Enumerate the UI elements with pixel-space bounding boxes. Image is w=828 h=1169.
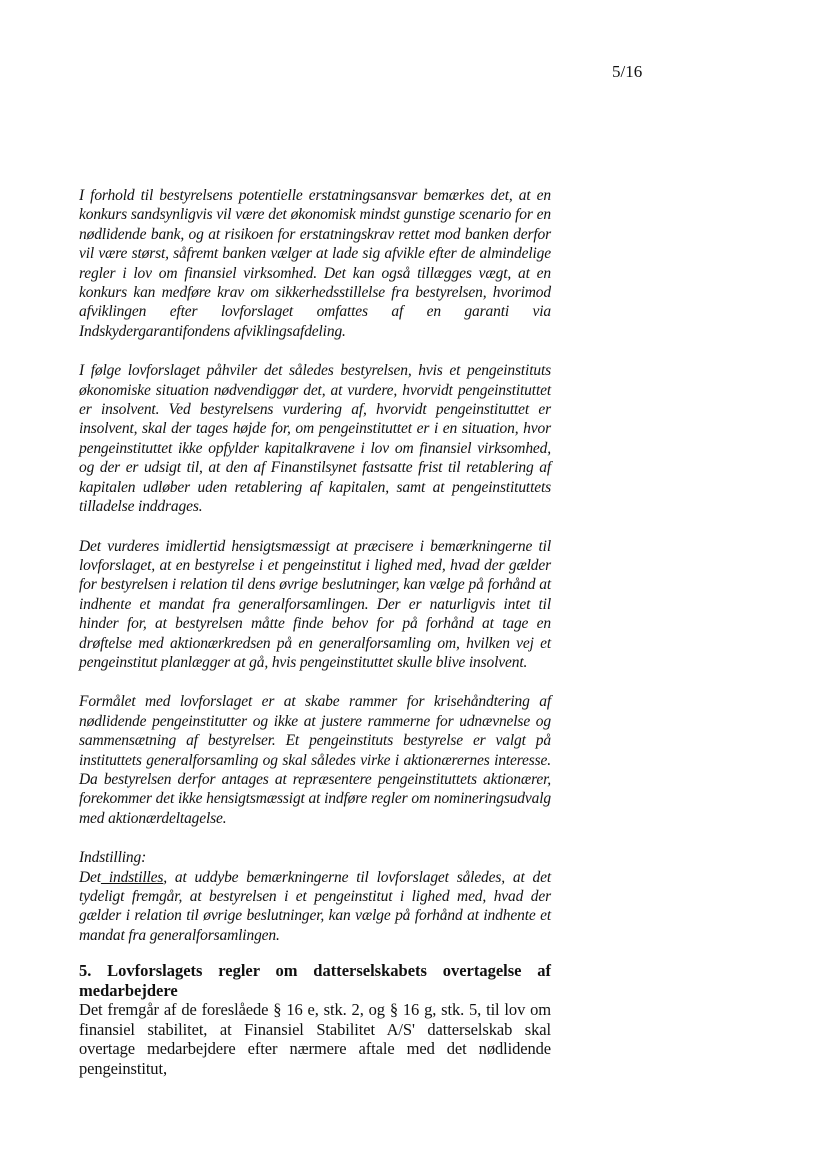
document-body	[79, 186, 551, 1078]
recommendation-underlined: indstilles	[100, 868, 164, 886]
section-body: Det fremgår af de foreslåede § 16 e, stk. 2, og § 16 g, stk. 5, til lov om finansiel stabilitet, at Finansiel Stabilitet A/S' datterselskab skal overtage medarbejdere efter nærmere aftale med det nødlidende pengeinstitut,	[79, 1000, 551, 1078]
paragraph-general-meeting-mandate: Det vurderes imidlertid hensigtsmæssigt at præcisere i bemærkningerne til lovforslaget, at en bestyrelse i et pengeinstitut i lighed med, hvad der gælder for bestyrelsen i relation til dens øvrige beslutninger, kan vælge på forhånd at indhente et mandat fra generalforsamlingen. Der er naturligvis intet til hinder for, at bestyrelsen måtte finde behov for på forhånd at tage en drøftelse med aktionærkredsen på en generalforsamling om, hvilken vej et pengeinstitut planlægger at gå, hvis pengeinstituttet skulle blive insolvent.	[79, 537, 551, 671]
recommendation-text	[79, 868, 551, 946]
paragraph-purpose: Formålet med lovforslaget er at skabe rammer for krisehåndtering af nødlidende pengeinstitutter og ikke at justere rammerne for udnævnelse og sammensætning af bestyrelser. Et pengeinstituts bestyrelse er valgt på instituttets generalforsamling og skal således virke i aktionærernes interesse. Da bestyrelsen derfor antages at repræsentere pengeinstituttets aktionærer, forekommer det ikke hensigtsmæssigt at indføre regler om nomineringsudvalg med aktionærdeltagelse.	[79, 693, 551, 827]
recommendation-label: Indstilling:	[79, 849, 147, 867]
page-number: 5/16	[612, 62, 643, 81]
recommendation-body: , at uddybe bemærkningerne til lovforslaget således, at det tydeligt fremgår, at bestyrelsen i et pengeinstitut i lighed med, hvad der gælder i relation til øvrige beslutninger, kan vælge på forhånd at indhente et mandat fra generalforsamlingen.	[79, 868, 551, 944]
paragraph-liability: I forhold til bestyrelsens potentielle erstatningsansvar bemærkes det, at en konkurs sandsynligvis vil være det økonomisk mindst gunstige scenario for en nødlidende bank, og at risikoen for erstatningskrav rettet mod banken derfor vil være størst, såfremt banken vælger at lade sig afvikle efter de almindelige regler i lov om finansiel virksomhed. Det kan også tillægges vægt, at en konkurs kan medføre krav om sikkerhedsstillelse fra bestyrelsen, hvorimod afviklingen efter lovforslaget omfattes af en garanti via Indskydergarantifondens afviklingsafdeling.	[79, 187, 551, 340]
section-heading: 5. Lovforslagets regler om datterselskabets overtagelse af medarbejdere	[79, 961, 551, 1000]
paragraph-insolvency-assessment: I følge lovforslaget påhviler det således bestyrelsen, hvis et pengeinstituts økonomiske situation nødvendiggør det, at vurdere, hvorvidt pengeinstituttet er insolvent. Ved bestyrelsens vurdering af, hvorvidt pengeinstituttet er insolvent, skal der tages højde for, om pengeinstituttet er i en situation, hvor pengeinstituttet ikke opfylder kapitalkravene i lov om finansiel virksomhed, og der er udsigt til, at den af Finanstilsynet fastsatte frist til retablering af kapitalen udløber uden retablering af kapitalen, samt at pengeinstituttets tilladelse inddrages.	[79, 362, 551, 516]
recommendation-block	[79, 848, 551, 945]
recommendation-prefix: Det	[79, 868, 101, 886]
